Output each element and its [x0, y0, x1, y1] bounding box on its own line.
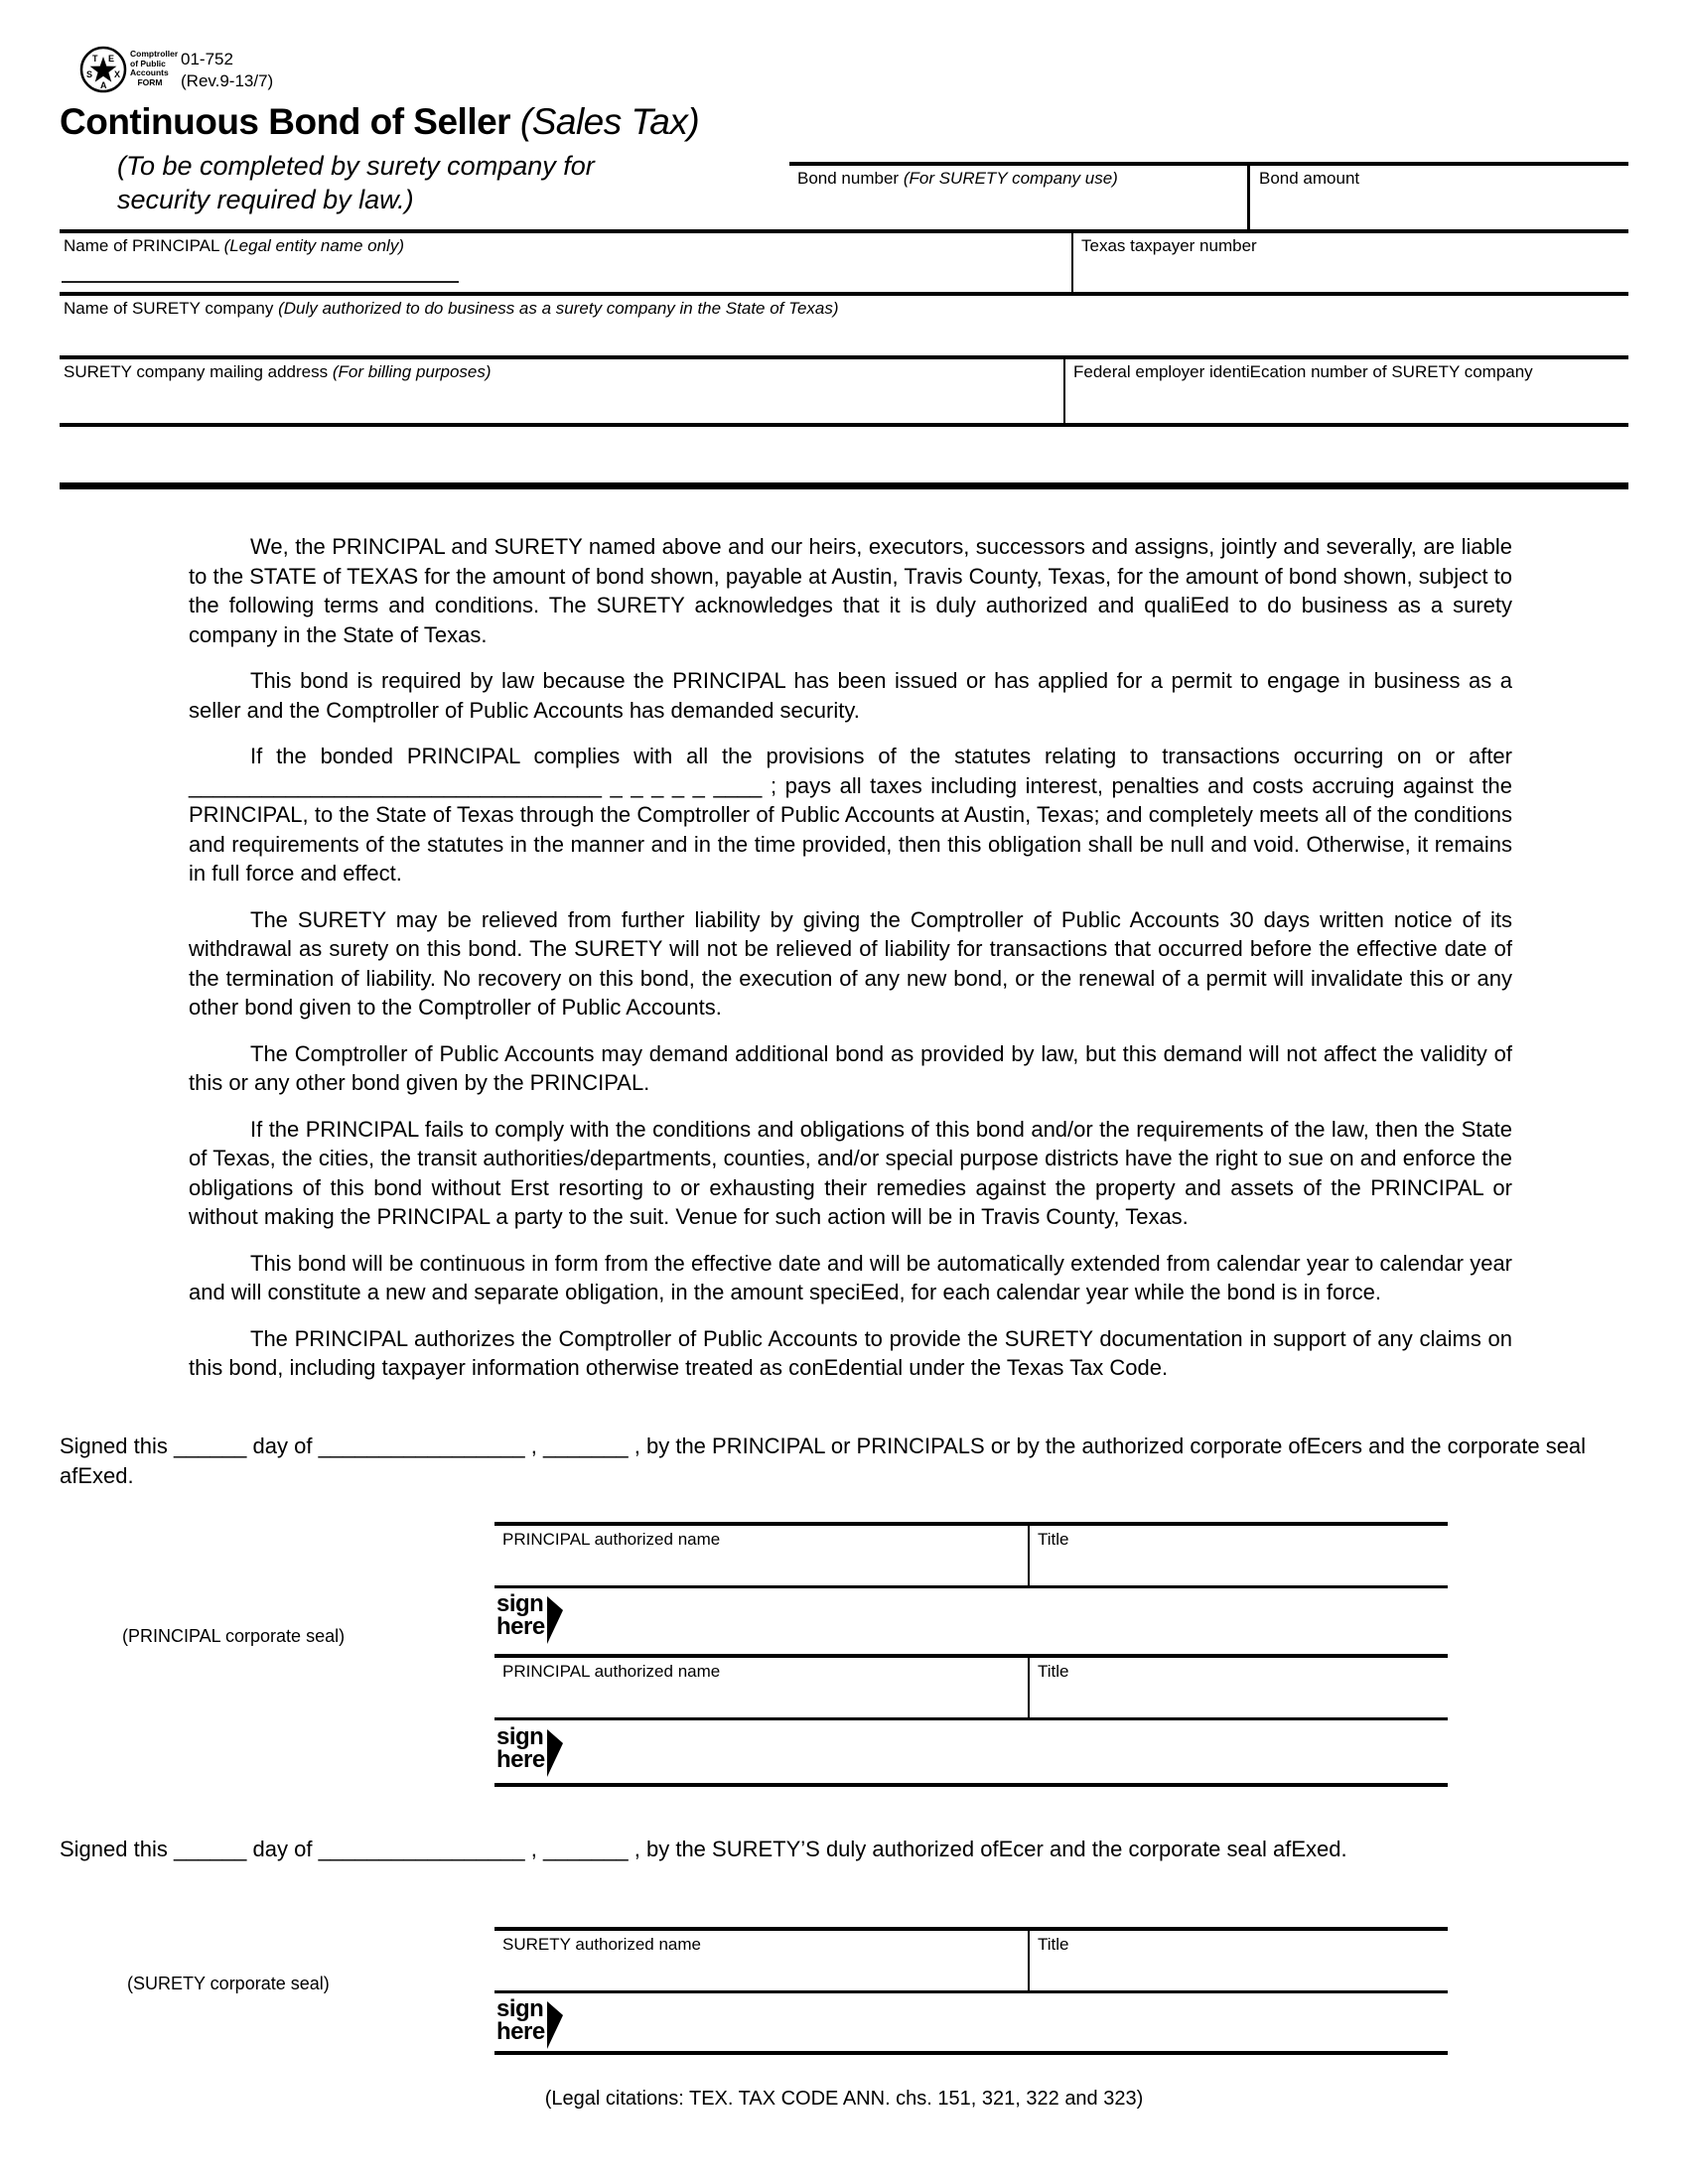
- month-blank: _________________: [318, 1837, 525, 1861]
- principal-name-label: Name of PRINCIPAL: [64, 236, 219, 255]
- year-blank: _______: [542, 1837, 629, 1861]
- paragraph-7: This bond will be continuous in form from the effective date and will be automatically extended from calendar year to calendar year and will constitute a new and separate obligation, in the amount speciEed, for each calendar year while the bond is in force.: [189, 1250, 1512, 1304]
- agency-line: of Public: [130, 58, 166, 68]
- agency-line: Comptroller: [130, 49, 179, 59]
- principal-corporate-seal-label: (PRINCIPAL corporate seal): [122, 1626, 346, 1646]
- year-blank: _______: [542, 1433, 629, 1458]
- principal-signature-line-2: [494, 1783, 1448, 1787]
- day-of-text: day of: [252, 1433, 313, 1458]
- bond-number-label: Bond number: [797, 169, 900, 188]
- bond-number-field: [797, 169, 1118, 189]
- signed-this-text: Signed this: [60, 1433, 168, 1458]
- month-blank: _________________: [318, 1433, 525, 1458]
- box-divider: [1028, 1658, 1030, 1717]
- sign-here-arrow-icon: [547, 1729, 563, 1777]
- sign-here-words: [496, 1725, 545, 1771]
- here-word: here: [496, 2018, 545, 2045]
- principal-attestation-text: , by the PRINCIPAL or PRINCIPALS or by the authorized corporate ofEcers and the corporate seal afExed.: [60, 1433, 1587, 1488]
- taxpayer-number-label: Texas taxpayer number: [1081, 236, 1257, 255]
- surety-address-note: (For billing purposes): [332, 362, 492, 381]
- box-divider: [1028, 1526, 1030, 1585]
- bond-box-top-rule: [789, 162, 1628, 166]
- bond-amount-label: Bond amount: [1259, 169, 1360, 188]
- rule: [60, 229, 1628, 233]
- principal-name-field: [64, 236, 404, 256]
- paragraph-1: We, the PRINCIPAL and SURETY named above and our heirs, executors, successors and assigns, jointly and severally, are liable to the STATE of TEXAS for the amount of bond shown, payable at Austin, Travis County, Texas, for the amount of bond shown, subject to the following terms and conditions. The SURETY acknowledges that it is duly authorized and qualiEed to do business as a surety company in the State of Texas.: [189, 534, 1512, 647]
- sign-here-marker-1: [496, 1592, 563, 1644]
- title-label: Title: [1038, 1935, 1069, 1954]
- sign-word: sign: [496, 1723, 544, 1750]
- form-revision: (Rev.9-13/7): [181, 71, 274, 90]
- paragraph-6: If the PRINCIPAL fails to comply with the conditions and obligations of this bond and/or the requirements of the law, then the State of Texas, the cities, the transit authorities/departments, counties, and/or special purpose districts have the right to sue on and enforce the obligations of this bond without Erst resorting to or exhausting their remedies against the property and assets of the PRINCIPAL or without making the PRINCIPAL a party to the suit. Venue for such action will be in Travis County, Texas.: [189, 1116, 1512, 1229]
- signed-this-text: Signed this: [60, 1837, 168, 1861]
- fein-label: Federal employer identiEcation number of SURETY company: [1073, 362, 1533, 381]
- paragraph-3: [189, 742, 1512, 888]
- day-blank: ______: [173, 1837, 247, 1861]
- day-blank: ______: [173, 1433, 247, 1458]
- taxpayer-number-field: [1081, 236, 1257, 256]
- surety-attestation-text: , by the SURETY’S duly authorized ofEcer and the corporate seal afExed.: [633, 1837, 1347, 1861]
- principal-authorized-name-label: PRINCIPAL authorized name: [502, 1662, 721, 1681]
- effective-date-blank: __________________________________ _ _ _ _ _ ____: [189, 772, 763, 798]
- title-label: Title: [1038, 1530, 1069, 1549]
- rule: [60, 355, 1628, 359]
- sign-here-marker-3: [496, 1997, 563, 2049]
- taxpayer-box-divider: [1071, 233, 1073, 292]
- svg-text:A: A: [100, 80, 107, 90]
- sign-here-words: [496, 1997, 545, 2043]
- principal-authorized-name-label: PRINCIPAL authorized name: [502, 1530, 721, 1549]
- surety-authorized-name-label: SURETY authorized name: [502, 1935, 702, 1954]
- sign-word: sign: [496, 1590, 544, 1617]
- form-title: [60, 101, 699, 143]
- bond-box-divider: [1247, 162, 1250, 229]
- fein-field: [1073, 362, 1533, 382]
- fein-box-divider: [1063, 359, 1065, 423]
- comma: ,: [530, 1837, 537, 1861]
- form-number: 01-752: [181, 50, 233, 68]
- sign-here-arrow-icon: [547, 1596, 563, 1644]
- form-subtitle: [117, 149, 595, 216]
- agency-name: [130, 50, 182, 87]
- form-title-note: (Sales Tax): [519, 101, 700, 142]
- sign-word: sign: [496, 1995, 544, 2022]
- box-divider: [1028, 1931, 1030, 1990]
- agency-line: FORM: [137, 76, 163, 87]
- surety-name-label: Name of SURETY company: [64, 299, 274, 318]
- paragraph-3-continuation: [189, 771, 1512, 888]
- surety-signature-line: [494, 2051, 1448, 2055]
- principal-signature-box-1: [494, 1522, 1448, 1588]
- sign-here-marker-2: [496, 1725, 563, 1777]
- rule: [60, 423, 1628, 427]
- sign-here-arrow-icon: [547, 2001, 563, 2049]
- paragraph-5: The Comptroller of Public Accounts may demand additional bond as provided by law, but this demand will not affect the validity of this or any other bond given by the PRINCIPAL.: [189, 1040, 1512, 1095]
- form-title-main: Continuous Bond of Seller: [60, 101, 511, 142]
- texas-comptroller-seal-icon: [79, 46, 127, 98]
- surety-address-field: [64, 362, 492, 382]
- legal-citations: (Legal citations: TEX. TAX CODE ANN. chs. 151, 321, 322 and 323): [544, 2088, 1144, 2110]
- paragraph-3-intro: If the bonded PRINCIPAL complies with all the provisions of the statutes relating to transactions occurring on or after: [250, 744, 1512, 768]
- paragraph-8: The PRINCIPAL authorizes the Comptroller of Public Accounts to provide the SURETY documentation in support of any claims on this bond, including taxpayer information otherwise treated as conEdential under the Texas Tax Code.: [189, 1325, 1512, 1380]
- agency-line: Accounts: [130, 68, 169, 77]
- surety-address-label: SURETY company mailing address: [64, 362, 329, 381]
- paragraph-4: The SURETY may be relieved from further liability by giving the Comptroller of Public Accounts 30 days written notice of its withdrawal as surety on this bond. The SURETY will not be relieved of liability for transactions that occurred before the effective date of the termination of liability. No recovery on this bond, the execution of any new bond, or the renewal of a permit will invalidate this or any other bond given to the Comptroller of Public Accounts.: [189, 906, 1512, 1020]
- svg-text:S: S: [86, 69, 93, 79]
- svg-text:E: E: [108, 54, 115, 64]
- surety-name-field: [64, 299, 839, 319]
- bond-number-note: (For SURETY company use): [903, 169, 1118, 188]
- surety-signature-box: [494, 1927, 1448, 1993]
- svg-text:X: X: [114, 69, 121, 79]
- principal-name-note: (Legal entity name only): [223, 236, 404, 255]
- principal-attestation-line: [60, 1432, 1628, 1491]
- comma: ,: [530, 1433, 537, 1458]
- principal-name-entry-line: [62, 281, 459, 283]
- surety-corporate-seal-label: (SURETY corporate seal): [127, 1974, 330, 1993]
- paragraph-2: This bond is required by law because the PRINCIPAL has been issued or has applied for a permit to engage in business as a seller and the Comptroller of Public Accounts has demanded security.: [189, 668, 1512, 723]
- bond-terms-text: [189, 532, 1512, 1400]
- title-label: Title: [1038, 1662, 1069, 1681]
- svg-text:T: T: [92, 54, 98, 64]
- form-subtitle-line1: (To be completed by surety company for: [117, 151, 595, 181]
- surety-attestation-line: [60, 1835, 1628, 1864]
- rule: [60, 292, 1628, 296]
- day-of-text: day of: [252, 1837, 313, 1861]
- section-separator-rule: [60, 482, 1628, 489]
- bond-amount-field: [1259, 169, 1359, 189]
- surety-name-note: (Duly authorized to do business as a surety company in the State of Texas): [278, 299, 839, 318]
- form-subtitle-line2: security required by law.): [117, 185, 414, 214]
- here-word: here: [496, 1613, 545, 1640]
- principal-signature-box-2: [494, 1654, 1448, 1720]
- here-word: here: [496, 1746, 545, 1773]
- paragraph-3-rest: ; pays all taxes including interest, penalties and costs accruing against the PRINCIPAL, to the State of Texas through the Comptroller of Public Accounts at Austin, Texas; and completely meets all of the conditions and requirements of the statutes in the manner and in the time provided, then this obligation shall be null and void. Otherwise, it remains in full force and effect.: [189, 772, 1512, 886]
- sign-here-words: [496, 1592, 545, 1638]
